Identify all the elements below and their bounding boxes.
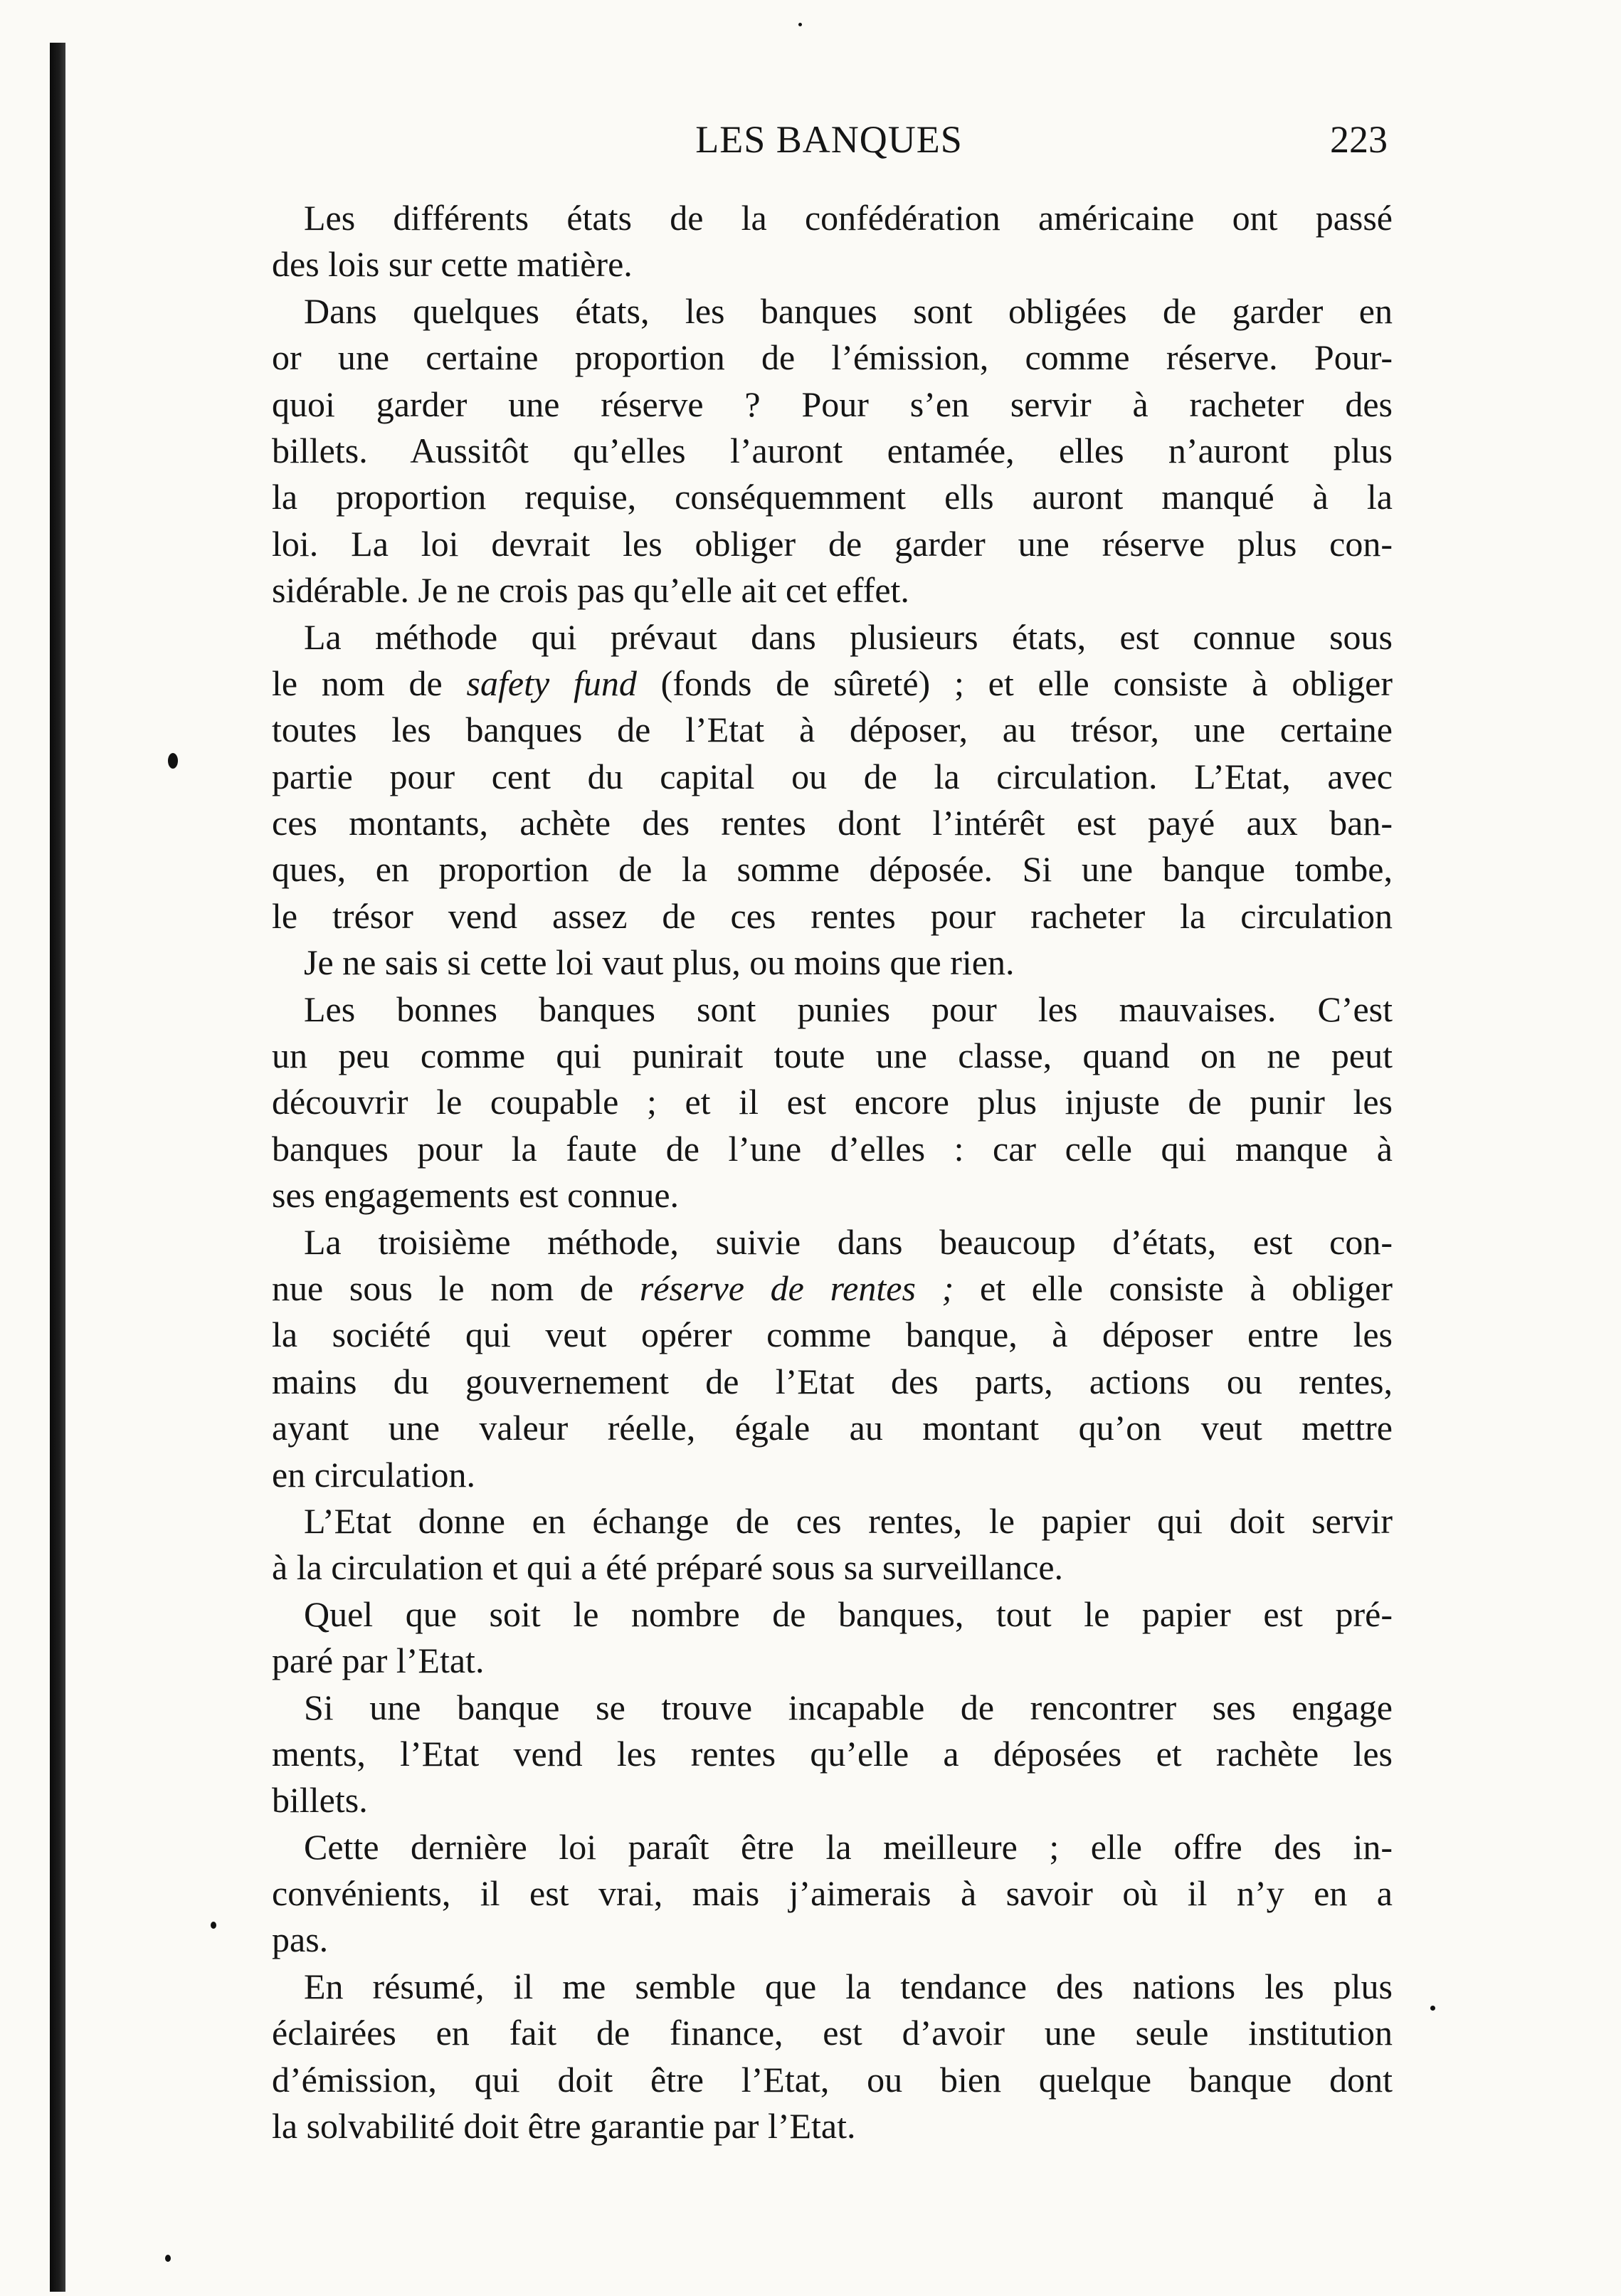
text-line: des lois sur cette matière.	[272, 244, 633, 285]
text-line: en circulation.	[272, 1454, 475, 1495]
text-line: ments, l’Etat vend les rentes qu’elle a déposées et rachète les	[272, 1733, 1393, 1774]
text-line: Je ne sais si cette loi vaut plus, ou moins que rien.	[304, 942, 1015, 983]
text-line: En résumé, il me semble que la tendance des nations les plus	[304, 1966, 1393, 2006]
text-line: partie pour cent du capital ou de la circulation. L’Etat, avec	[272, 756, 1393, 796]
ink-speck	[798, 23, 802, 26]
text-line: La troisième méthode, suivie dans beaucoup d’états, est con-	[304, 1221, 1393, 1262]
text-line: Cette dernière loi paraît être la meilleure ; elle offre des in-	[304, 1826, 1393, 1867]
text-line: à la circulation et qui a été préparé sous sa surveillance.	[272, 1547, 1064, 1588]
text-line: découvrir le coupable ; et il est encore plus injuste de punir les	[272, 1082, 1393, 1122]
text-segment: et elle consiste à obliger	[954, 1268, 1393, 1308]
body-text	[272, 195, 1393, 2149]
page-number: 223	[1330, 118, 1388, 161]
text-line: billets.	[272, 1780, 368, 1821]
text-line: convénients, il est vrai, mais j’aimerais à savoir où il n’y en a	[272, 1873, 1393, 1914]
text-segment: le nom de	[272, 663, 467, 703]
text-line: Si une banque se trouve incapable de rencontrer ses engage	[304, 1687, 1393, 1727]
text-line: ses engagements est connue.	[272, 1175, 680, 1216]
text-line: Les bonnes banques sont punies pour les mauvaises. C’est	[304, 989, 1393, 1029]
text-segment: nue sous le nom de	[272, 1268, 640, 1308]
page-header	[270, 117, 1388, 174]
text-line: Quel que soit le nombre de banques, tout le papier est pré-	[304, 1594, 1393, 1634]
text-line: mains du gouvernement de l’Etat des parts, actions ou rentes,	[272, 1361, 1393, 1401]
text-line	[272, 660, 1393, 707]
text-line: Dans quelques états, les banques sont obligées de garder en	[304, 290, 1393, 331]
text-line: pas.	[272, 1920, 329, 1960]
ink-speck	[168, 753, 178, 769]
text-segment: (fonds de sûreté) ; et elle consiste à obliger	[636, 663, 1393, 703]
text-line: paré par l’Etat.	[272, 1641, 485, 1681]
book-binding-edge	[50, 43, 65, 2292]
text-line	[272, 1265, 1393, 1312]
text-line: ques, en proportion de la somme déposée. Si une banque tombe,	[272, 849, 1393, 890]
text-line: ces montants, achète des rentes dont l’intérêt est payé aux ban-	[272, 803, 1393, 843]
text-line: billets. Aussitôt qu’elles l’auront entamée, elles n’auront plus	[272, 430, 1393, 470]
text-line: L’Etat donne en échange de ces rentes, le papier qui doit servir	[304, 1500, 1393, 1541]
text-line: la proportion requise, conséquemment ells auront manqué à la	[272, 477, 1393, 517]
text-line: le trésor vend assez de ces rentes pour racheter la circulation	[272, 895, 1393, 936]
text-line: quoi garder une réserve ? Pour s’en servir à racheter des	[272, 384, 1393, 424]
text-line: loi. La loi devrait les obliger de garder une réserve plus con-	[272, 523, 1393, 564]
text-line: sidérable. Je ne crois pas qu’elle ait cet effet.	[272, 570, 909, 611]
ink-speck	[1430, 2006, 1435, 2011]
italic-term: safety fund	[466, 663, 637, 703]
text-line: ayant une valeur réelle, égale au montant qu’on veut mettre	[272, 1408, 1393, 1448]
text-line: la solvabilité doit être garantie par l’Etat.	[272, 2106, 856, 2147]
italic-term: réserve de rentes ;	[639, 1268, 954, 1308]
text-line: toutes les banques de l’Etat à déposer, au trésor, une certaine	[272, 710, 1393, 750]
text-line: or une certaine proportion de l’émission, comme réserve. Pour-	[272, 337, 1393, 378]
running-title: LES BANQUES	[695, 118, 963, 161]
text-line: La méthode qui prévaut dans plusieurs états, est connue sous	[304, 616, 1393, 657]
ink-speck	[211, 1922, 216, 1929]
text-line: d’émission, qui doit être l’Etat, ou bien quelque banque dont	[272, 2059, 1393, 2100]
text-line: un peu comme qui punirait toute une classe, quand on ne peut	[272, 1036, 1393, 1076]
text-line: la société qui veut opérer comme banque, à déposer entre les	[272, 1315, 1393, 1355]
text-line: éclairées en fait de finance, est d’avoir une seule institution	[272, 2013, 1393, 2053]
text-line: Les différents états de la confédération américaine ont passé	[304, 198, 1393, 238]
text-line: banques pour la faute de l’une d’elles : car celle qui manque à	[272, 1128, 1393, 1169]
ink-speck	[165, 2255, 171, 2262]
